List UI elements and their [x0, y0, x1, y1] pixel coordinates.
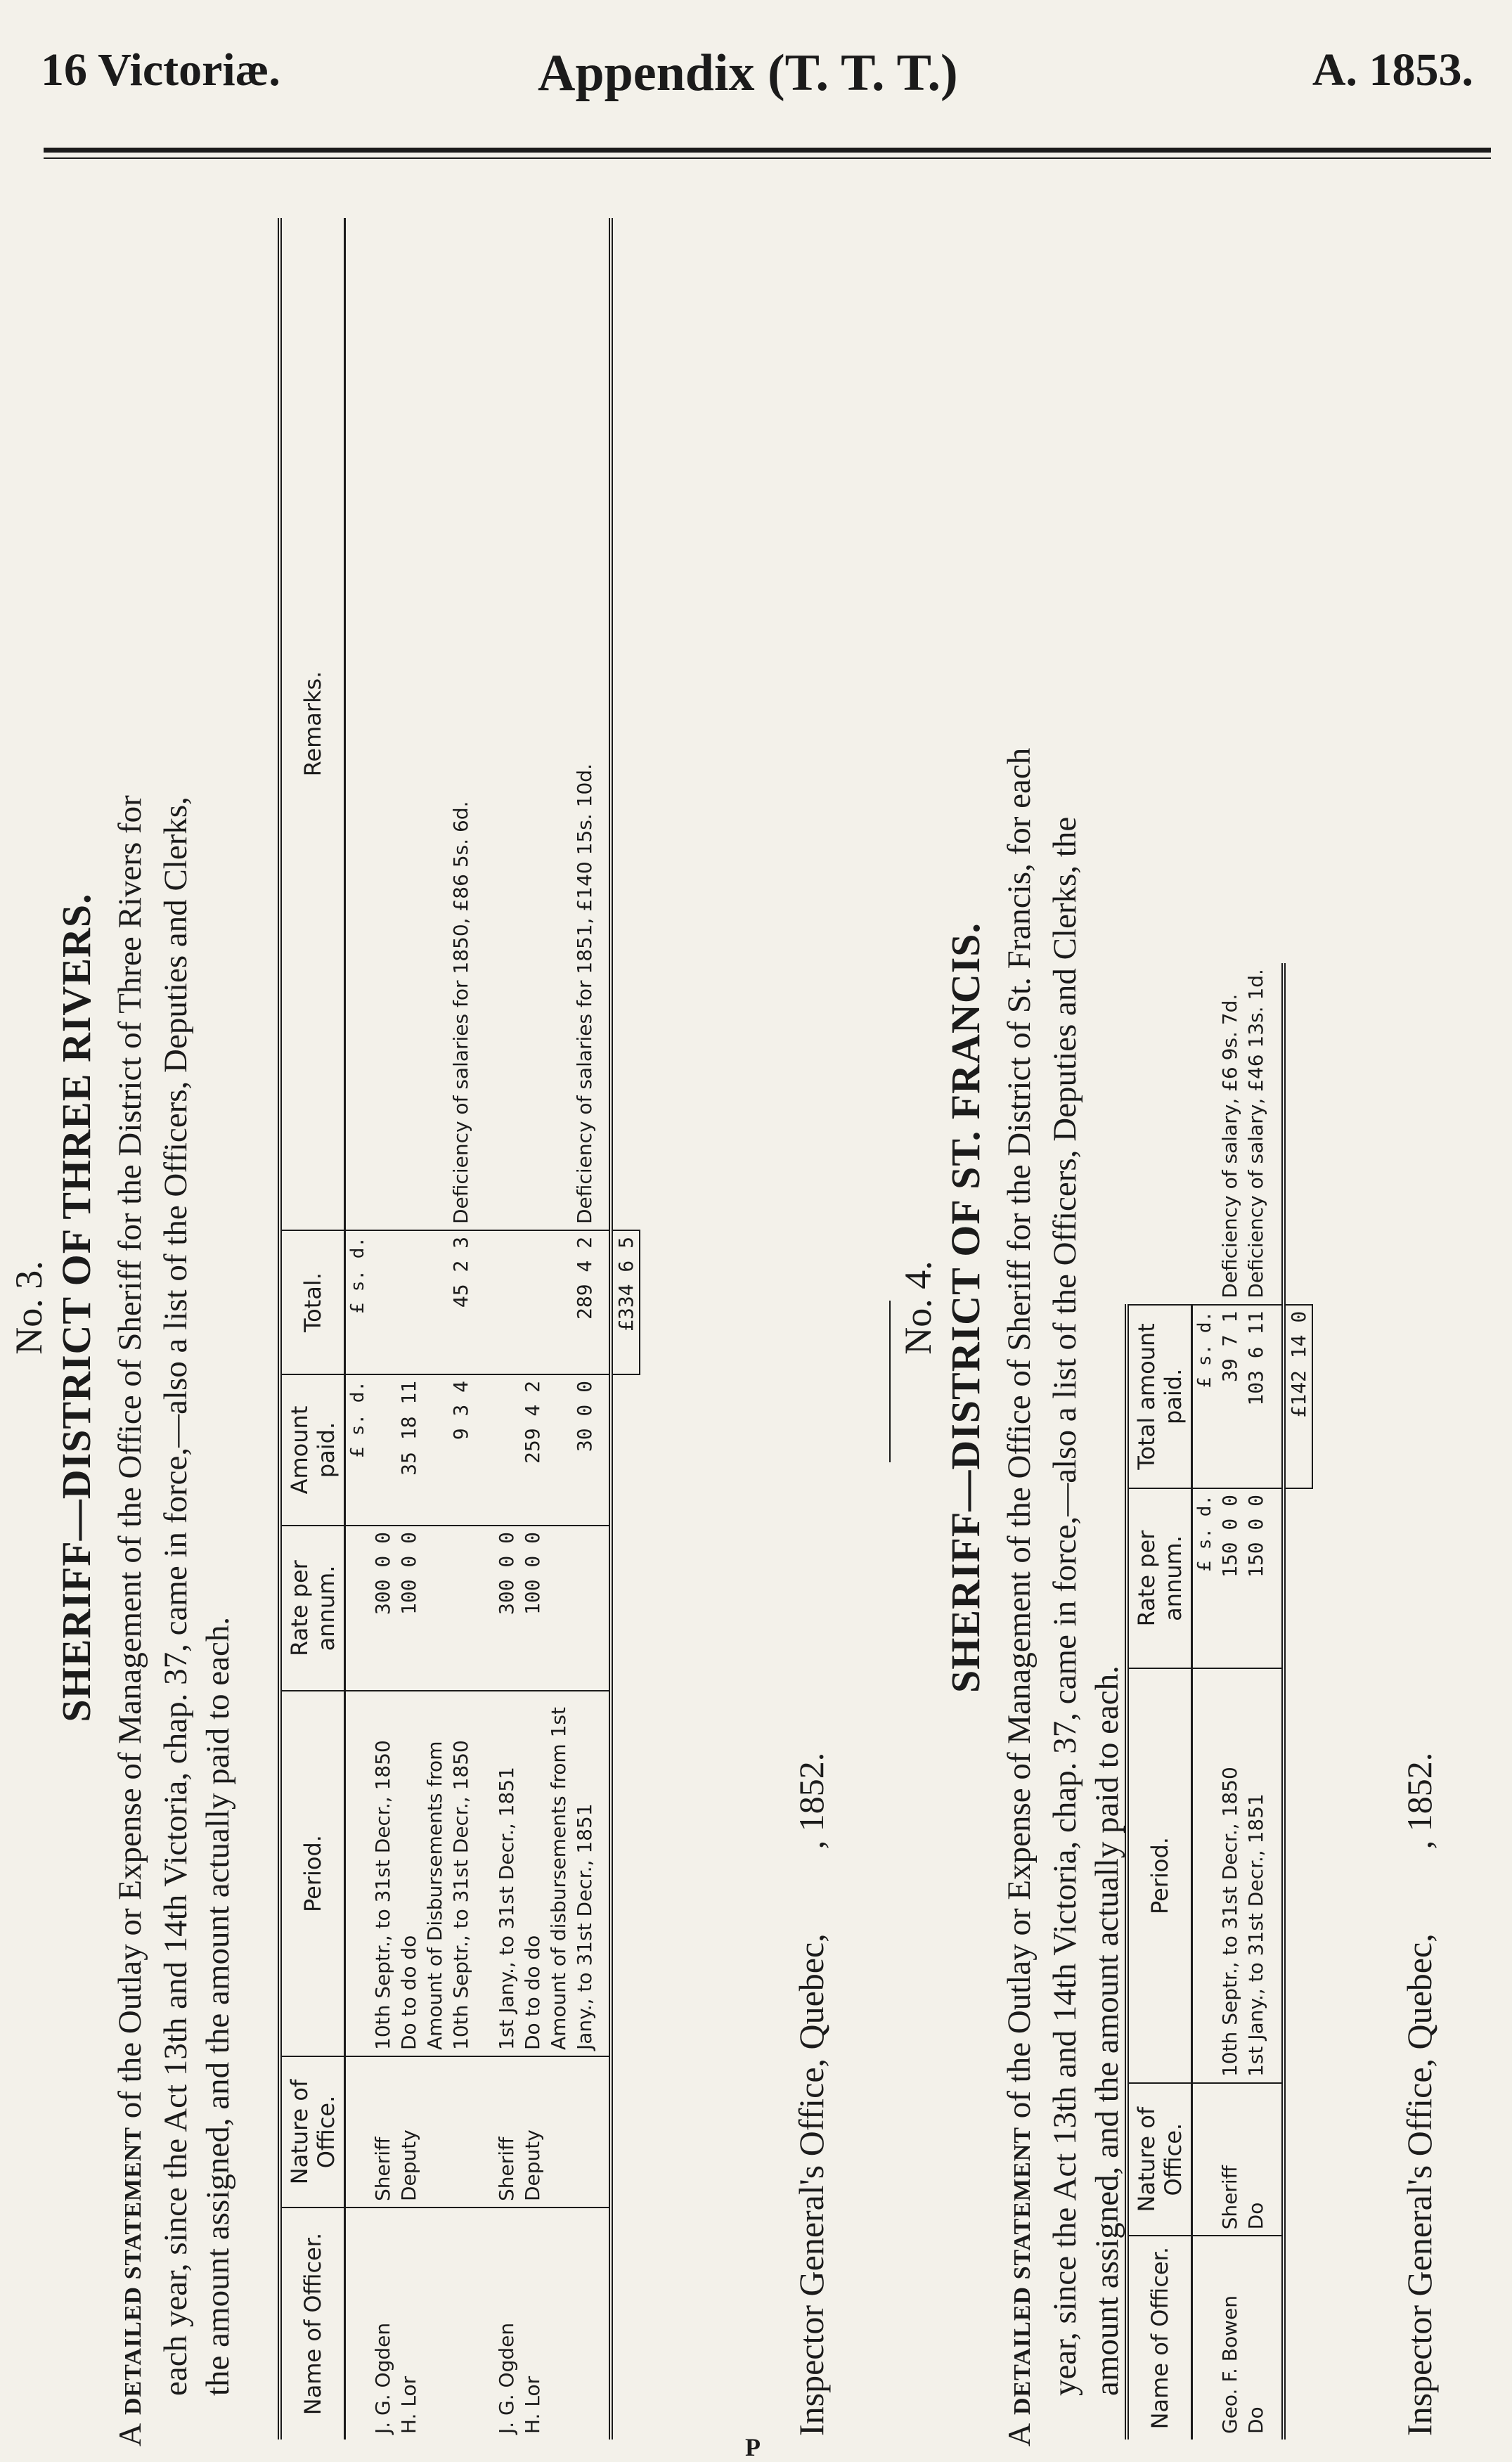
- remarks: [396, 218, 422, 1230]
- section3-signature: Inspector General's Office, Quebec,, 1852.: [791, 1752, 831, 2436]
- header-appendix: Appendix (T. T. T.): [538, 44, 958, 102]
- col-nature-of-office: Nature of Office.: [1127, 2083, 1192, 2236]
- remarks: [370, 218, 396, 1230]
- period: 10th Septr., to 31st Decr., 1850: [448, 1691, 474, 2056]
- section4-grand-total: £142 14 0: [1284, 1305, 1312, 1488]
- rate-units: [345, 1526, 370, 1691]
- remarks: Deficiency of salary, £6 9s. 7d.: [1217, 963, 1243, 1305]
- officer-name: J. G. Ogden: [371, 2322, 394, 2434]
- section3-desc-line2: each year, since the Act 13th and 14th Victoria, chap. 37, came in force,—also a list of the Officers, Deputies and Clerks,: [157, 797, 194, 2396]
- amount-paid: [370, 1374, 396, 1526]
- total-units: £ s. d.: [345, 1230, 370, 1374]
- header-rule-thick: [44, 148, 1491, 153]
- section4-desc-line3: amount assigned, and the amount actually paid to each.: [1089, 1665, 1125, 2396]
- section3-grand-total-row: [611, 218, 640, 2440]
- office-nature: Sheriff: [370, 2056, 396, 2208]
- col-period: Period.: [1127, 1668, 1192, 2083]
- period: 1st Jany., to 31st Decr., 1851: [1243, 1668, 1284, 2083]
- section4-table: [1125, 963, 1313, 2440]
- rate-units: £ s. d.: [1192, 1488, 1217, 1668]
- amount-paid: [474, 1374, 519, 1526]
- rate: [422, 1526, 448, 1691]
- period: Amount of disbursements from 1st: [545, 1691, 571, 2056]
- amount-paid: 30 0 0: [571, 1374, 611, 1526]
- amount-paid: [422, 1374, 448, 1526]
- officer-name: [448, 2208, 474, 2440]
- total-amount-paid: 103 6 11: [1243, 1305, 1284, 1488]
- table-row: [1217, 963, 1243, 2440]
- table-row: [396, 218, 422, 2440]
- total: [422, 1230, 448, 1374]
- col-period: Period.: [280, 1691, 345, 2056]
- amount-paid: 9 3 4: [448, 1374, 474, 1526]
- section3-desc-line1: A DETAILED STATEMENT of the Outlay or Expense of Management of the Office of Sheriff for the District of Three Rivers for: [112, 795, 148, 2447]
- section4-units-row: [1192, 963, 1217, 2440]
- remarks: [422, 218, 448, 1230]
- section4-desc-line1: A DETAILED STATEMENT of the Outlay or Expense of Management of the Office of Sheriff for the District of St. Francis, for each: [1001, 747, 1038, 2447]
- col-amount-paid: Amount paid.: [280, 1374, 345, 1526]
- section3-description: [109, 197, 239, 2447]
- period: 10th Septr., to 31st Decr., 1850: [370, 1691, 396, 2056]
- officer-name: J. G. Ogden: [495, 2322, 518, 2434]
- officer-name: H. Lor: [521, 2376, 544, 2434]
- office-nature: Deputy: [396, 2056, 422, 2208]
- section3-grand-total: £334 6 5: [611, 1230, 640, 1374]
- amount-paid: [545, 1374, 571, 1526]
- remarks: Deficiency of salaries for 1850, £86 5s. 6d.: [448, 218, 474, 1230]
- period: Do to do do: [396, 1691, 422, 2056]
- remarks: [545, 218, 571, 1230]
- table-row: [422, 218, 448, 2440]
- rate: [448, 1526, 474, 1691]
- section3-units-row: [345, 218, 370, 2440]
- rate: 300 0 0: [370, 1526, 396, 1691]
- total-units: £ s. d.: [1192, 1305, 1217, 1488]
- rate: 300 0 0: [474, 1526, 519, 1691]
- officer-name: [545, 2208, 571, 2440]
- officer-name: [422, 2208, 448, 2440]
- total: [396, 1230, 422, 1374]
- office-nature: [422, 2056, 448, 2208]
- table-row: [370, 218, 396, 2440]
- rotated-page-body: [0, 169, 1455, 2447]
- officer-name: Do: [1243, 2236, 1284, 2440]
- section4-description: [998, 197, 1128, 2447]
- section3-title: SHERIFF—DISTRICT OF THREE RIVERS.: [53, 893, 99, 1722]
- remarks: Deficiency of salary, £46 13s. 1d.: [1243, 963, 1284, 1305]
- officer-name: Geo. F. Bowen: [1218, 2295, 1241, 2434]
- section3-desc-line3: the amount assigned, and the amount actually paid to each.: [200, 1616, 236, 2396]
- col-name-of-officer: Name of Officer.: [280, 2208, 345, 2440]
- section4-title: SHERIFF—DISTRICT OF ST. FRANCIS.: [943, 922, 988, 1694]
- office-nature: [545, 2056, 571, 2208]
- total-amount-paid: 39 7 1: [1217, 1305, 1243, 1488]
- table-row: [448, 218, 474, 2440]
- table-row: [474, 218, 519, 2440]
- total: [370, 1230, 396, 1374]
- section4-desc-line2: year, since the Act 13th and 14th Victoria, chap. 37, came in force,—also a list of the Officers, Deputies and Clerks, the: [1047, 816, 1083, 2396]
- amount-paid: 259 4 2: [519, 1374, 545, 1526]
- office-nature: Sheriff: [474, 2056, 519, 2208]
- table-row: [545, 218, 571, 2440]
- section3-table: [278, 218, 640, 2440]
- header-year: A. 1853.: [1312, 44, 1473, 96]
- period: Amount of Disbursements from: [422, 1691, 448, 2056]
- total: [474, 1230, 519, 1374]
- col-remarks: Remarks.: [280, 218, 345, 1230]
- col-name-of-officer: Name of Officer.: [1127, 2236, 1192, 2440]
- section4-header-row: [1127, 963, 1192, 2440]
- col-total: Total.: [280, 1230, 345, 1374]
- table-row: [571, 218, 611, 2440]
- office-nature: Do: [1243, 2083, 1284, 2236]
- signature-mark: P: [745, 2433, 761, 2461]
- total: 45 2 3: [448, 1230, 474, 1374]
- rate: 100 0 0: [396, 1526, 422, 1691]
- section4-signature: Inspector General's Office, Quebec,, 1852.: [1400, 1752, 1439, 2436]
- header-session: 16 Victoriæ.: [41, 44, 280, 96]
- period: Jany., to 31st Decr., 1851: [571, 1691, 611, 2056]
- section-divider: [889, 1301, 891, 1462]
- col-total-amount-paid: Total amount paid.: [1127, 1305, 1192, 1488]
- amount-paid: 35 18 11: [396, 1374, 422, 1526]
- rate: 100 0 0: [519, 1526, 545, 1691]
- col-nature-of-office: Nature of Office.: [280, 2056, 345, 2208]
- office-nature: Sheriff: [1217, 2083, 1243, 2236]
- office-nature: Deputy: [519, 2056, 545, 2208]
- remarks: [474, 218, 519, 1230]
- period: 10th Septr., to 31st Decr., 1850: [1217, 1668, 1243, 2083]
- table-row: [519, 218, 545, 2440]
- officer-name: H. Lor: [397, 2376, 420, 2434]
- total: [519, 1230, 545, 1374]
- officer-name: [571, 2208, 611, 2440]
- office-nature: [448, 2056, 474, 2208]
- section4-grand-total-row: [1284, 963, 1312, 2440]
- section3-header-row: [280, 218, 345, 2440]
- period: 1st Jany., to 31st Decr., 1851: [474, 1691, 519, 2056]
- table-row: [1243, 963, 1284, 2440]
- header-rule-thin: [44, 157, 1491, 159]
- rate: 150 0 0: [1217, 1488, 1243, 1668]
- section4-number: No. 4.: [897, 1261, 939, 1355]
- rate: [545, 1526, 571, 1691]
- remarks: Deficiency of salaries for 1851, £140 15s. 10d.: [571, 218, 611, 1230]
- col-rate: Rate per annum.: [280, 1526, 345, 1691]
- remarks: [519, 218, 545, 1230]
- section3-number: No. 3.: [8, 1261, 50, 1355]
- total: [545, 1230, 571, 1374]
- rate: [571, 1526, 611, 1691]
- amount-units: £ s. d.: [345, 1374, 370, 1526]
- col-rate: Rate per annum.: [1127, 1488, 1192, 1668]
- office-nature: [571, 2056, 611, 2208]
- total: 289 4 2: [571, 1230, 611, 1374]
- rate: 150 0 0: [1243, 1488, 1284, 1668]
- page-header: [0, 0, 1512, 162]
- period: Do to do do: [519, 1691, 545, 2056]
